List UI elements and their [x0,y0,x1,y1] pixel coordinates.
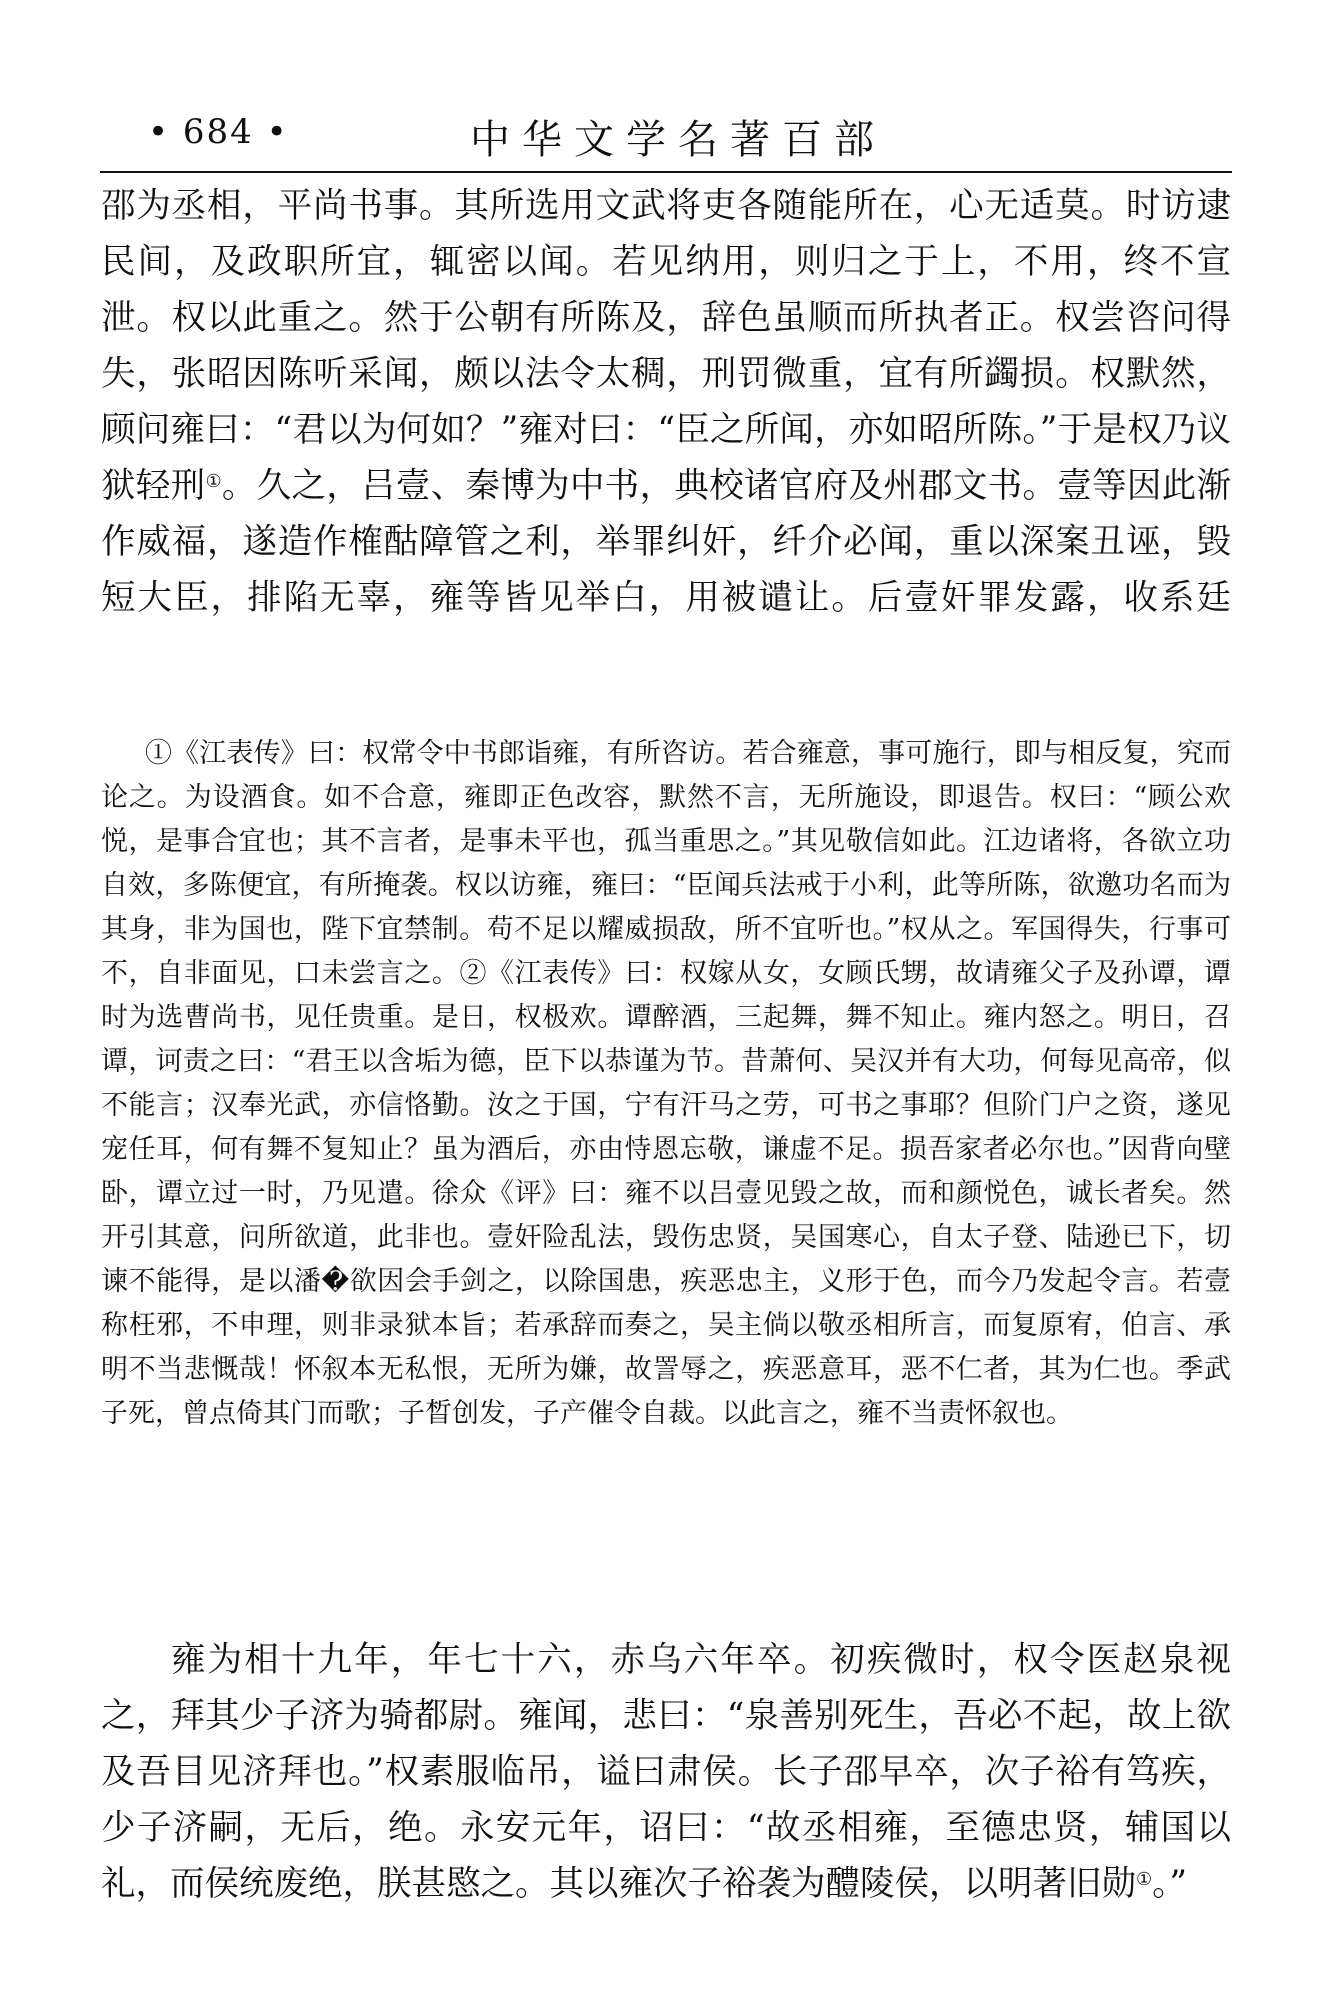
body-text: 。” [1152,1864,1188,1904]
footnotes [101,732,1231,1578]
body-paragraph-2 [101,1632,1231,1922]
body-text: 。久之，吕壹、秦博为中书，典校诸官府及州郡文书。壹等因此渐作威福，遂造作榷酤障管之利，举罪纠奸，纤介必闻，重以深案丑诬，毁短大臣，排陷无辜，雍等皆见举白，用被谴让。后壹奸罪发露，收系廷 [101,466,1231,618]
body-text: 雍为相十九年，年七十六，赤乌六年卒。初疾微时，权令医赵泉视之，拜其少子济为骑都尉。雍闻，悲曰：“泉善别死生，吾必不起，故上欲及吾目见济拜也。”权素服临吊，谥曰肃侯。长子邵早卒，次子裕有笃疾，少子济嗣，无后，绝。永安元年，诏曰：“故丞相雍，至德忠贤，辅国以礼，而侯统废绝，朕甚愍之。其以雍次子裕袭为醴陵侯，以明著旧勋 [101,1640,1231,1904]
running-title: 中华文学名著百部 [470,117,886,163]
note-ref-3: ① [1136,1869,1153,1890]
body-paragraph-1 [101,178,1231,618]
note-ref-1: ① [205,471,222,492]
page-number: • 684 • [148,112,289,152]
body-text: 邵为丞相，平尚书事。其所选用文武将吏各随能所在，心无适莫。时访逮民间，及政职所宜，辄密以闻。若见纳用，则归之于上，不用，终不宣泄。权以此重之。然于公朝有所陈及，辞色虽顺而所执者正。权尝咨问得失，张昭因陈听采闻，颇以法令太稠，刑罚微重，宜有所蠲损。权默然，顾问雍曰：“君以为何如？”雍对曰：“臣之所闻，亦如昭所陈。”于是权乃议狱轻刑 [101,186,1231,506]
running-header [100,104,1232,164]
footnote-text: ①《江表传》曰：权常令中书郎诣雍，有所咨访。若合雍意，事可施行，即与相反复，究而论之。为设酒食。如不合意，雍即正色改容，默然不言，无所施设，即退告。权曰：“顾公欢悦，是事合宜也；其不言者，是事未平也，孤当重思之。”其见敬信如此。江边诸将，各欲立功自效，多陈便宜，有所掩袭。权以访雍，雍曰：“臣闻兵法戒于小利，此等所陈，欲邀功名而为其身，非为国也，陛下宜禁制。苟不足以耀威损敌，所不宜听也。”权从之。军国得失，行事可不，自非面见，口未尝言之。②《江表传》曰：权嫁从女，女顾氏甥，故请雍父子及孙谭，谭时为选曹尚书，见任贵重。是日，权极欢。谭醉酒，三起舞，舞不知止。雍内怒之。明日，召谭，诃责之曰：“君王以含垢为德，臣下以恭谨为节。昔萧何、吴汉并有大功，何每见高帝，似不能言；汉奉光武，亦信恪勤。汝之于国，宁有汗马之劳，可书之事耶？但阶门户之资，遂见宠任耳，何有舞不复知止？虽为酒后，亦由恃恩忘敬，谦虚不足。损吾家者必尔也。”因背向壁卧，谭立过一时，乃见遣。徐众《评》曰：雍不以吕壹见毁之故，而和颜悦色，诚长者矣。然开引其意，问所欲道，此非也。壹奸险乱法，毁伤忠贤，吴国寒心，自太子登、陆逊已下，切谏不能得，是以潘�欲因会手剑之，以除国患，疾恶忠主，义形于色，而今乃发起令言。若壹称枉邪，不申理，则非录狱本旨；若承辞而奏之，吴主倘以敬丞相所言，而复原宥，伯言、承明不当悲慨哉！怀叙本无私恨，无所为嫌，故詈辱之，疾恶意耳，恶不仁者，其为仁也。季武子死，曾点倚其门而歌；子晳创发，子产催令自裁。以此言之，雍不当责怀叙也。 [101,738,1231,1429]
header-rule [100,171,1232,173]
